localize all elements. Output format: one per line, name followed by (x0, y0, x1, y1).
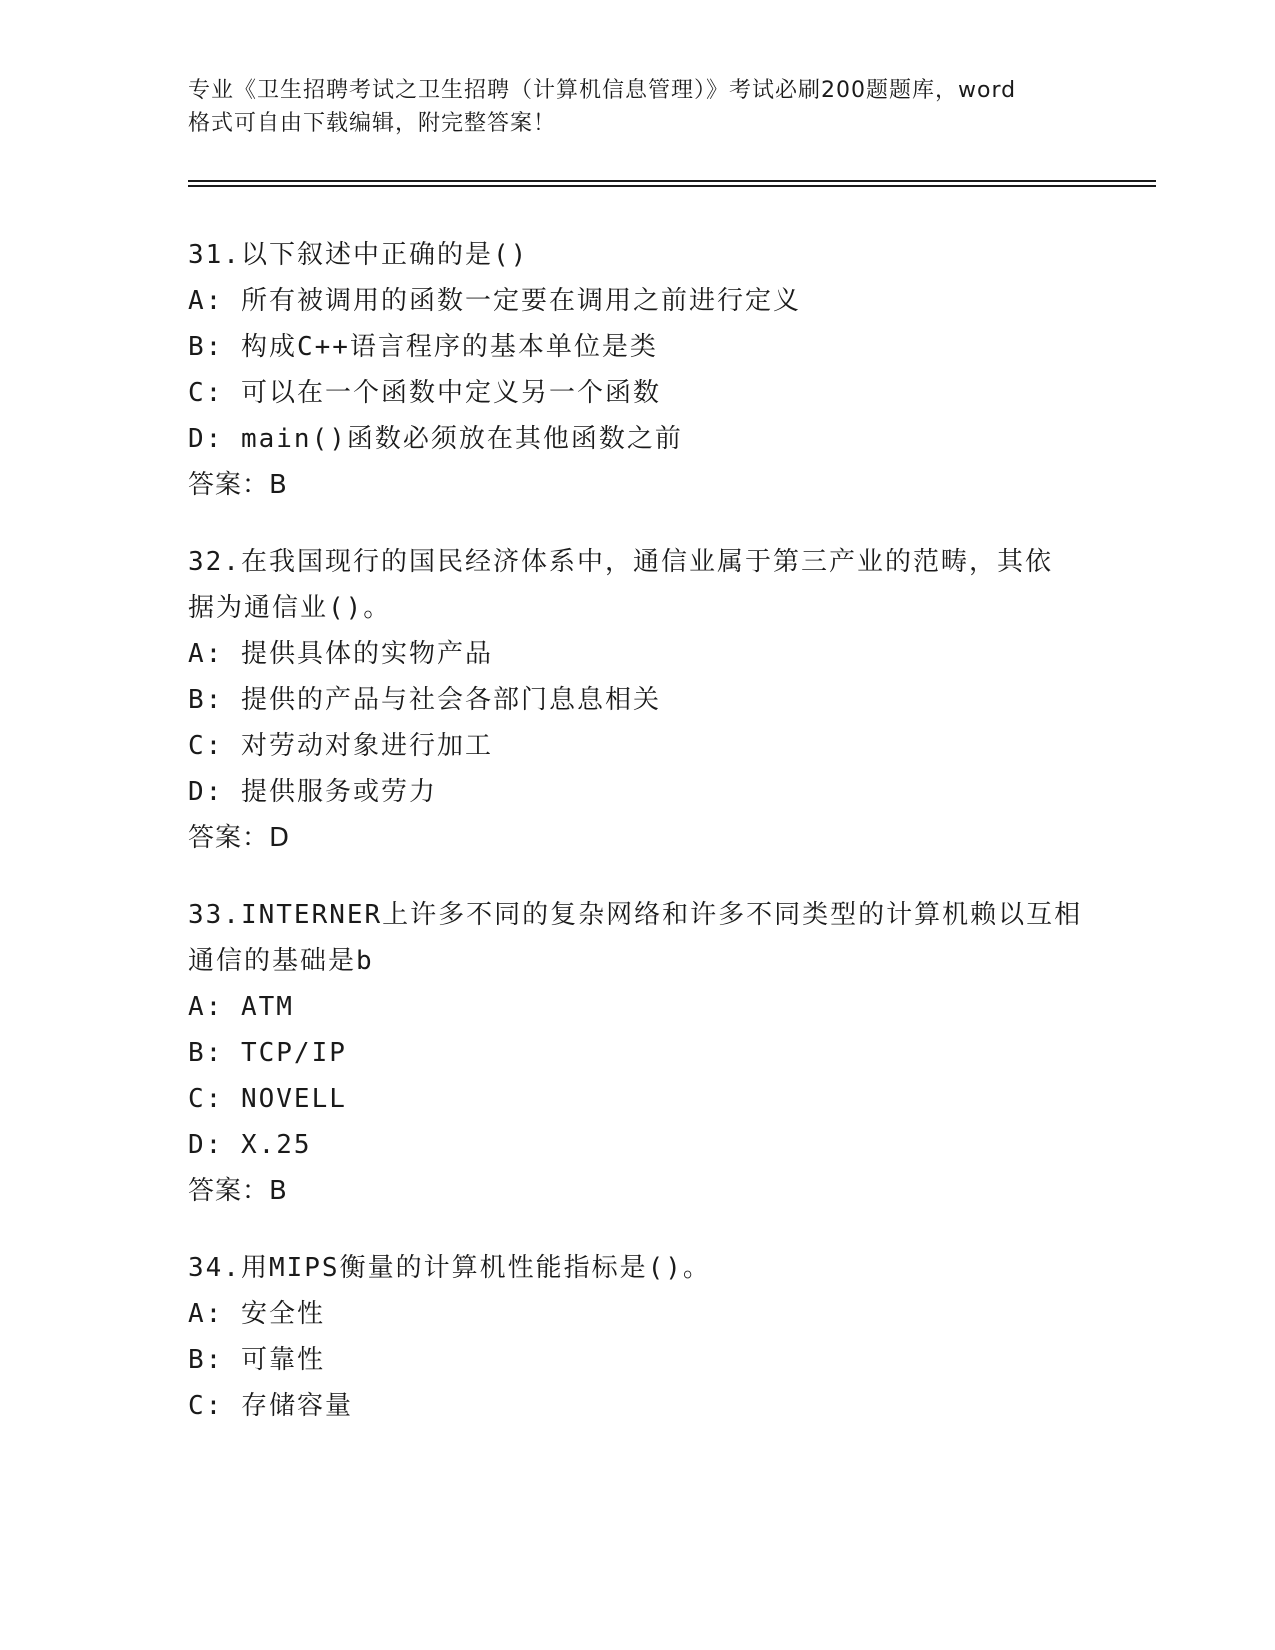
question-list (188, 232, 1088, 1460)
header-line-2: 格式可自由下载编辑，附完整答案！ (188, 111, 557, 136)
option-c: C: NOVELL (188, 1084, 347, 1114)
option-c: C: 对劳动对象进行加工 (188, 731, 493, 761)
question-stem: 34.用MIPS衡量的计算机性能指标是()。 (188, 1253, 711, 1283)
question-stem-line-1: 32.在我国现行的国民经济体系中，通信业属于第三产业的范畴，其依 (188, 547, 1053, 577)
option-d: D: main()函数必须放在其他函数之前 (188, 424, 683, 454)
question-stem-line-2: 据为通信业()。 (188, 593, 392, 623)
option-b: B: 可靠性 (188, 1345, 325, 1375)
option-a: A: ATM (188, 992, 294, 1022)
option-b: B: 提供的产品与社会各部门息息相关 (188, 685, 661, 715)
question-31 (188, 232, 1088, 508)
header-divider-top (188, 180, 1156, 182)
document-header (188, 74, 1088, 140)
question-stem-line-2: 通信的基础是b (188, 946, 374, 976)
option-c: C: 可以在一个函数中定义另一个函数 (188, 378, 661, 408)
option-c: C: 存储容量 (188, 1391, 353, 1421)
question-32 (188, 539, 1088, 861)
question-stem: 31.以下叙述中正确的是() (188, 240, 529, 270)
header-line-1: 专业《卫生招聘考试之卫生招聘（计算机信息管理）》考试必刷200题题库，word (188, 78, 1017, 103)
question-33 (188, 892, 1088, 1214)
option-b: B: 构成C++语言程序的基本单位是类 (188, 332, 658, 362)
answer: 答案：B (188, 1176, 288, 1206)
question-34 (188, 1245, 1088, 1429)
option-a: A: 所有被调用的函数一定要在调用之前进行定义 (188, 286, 801, 316)
question-stem-line-1: 33.INTERNER上许多不同的复杂网络和许多不同类型的计算机赖以互相 (188, 900, 1083, 930)
header-divider-bottom (188, 185, 1156, 187)
answer: 答案：B (188, 470, 288, 500)
option-d: D: X.25 (188, 1130, 312, 1160)
option-d: D: 提供服务或劳力 (188, 777, 437, 807)
option-a: A: 提供具体的实物产品 (188, 639, 493, 669)
answer: 答案：D (188, 823, 291, 853)
option-a: A: 安全性 (188, 1299, 325, 1329)
option-b: B: TCP/IP (188, 1038, 347, 1068)
